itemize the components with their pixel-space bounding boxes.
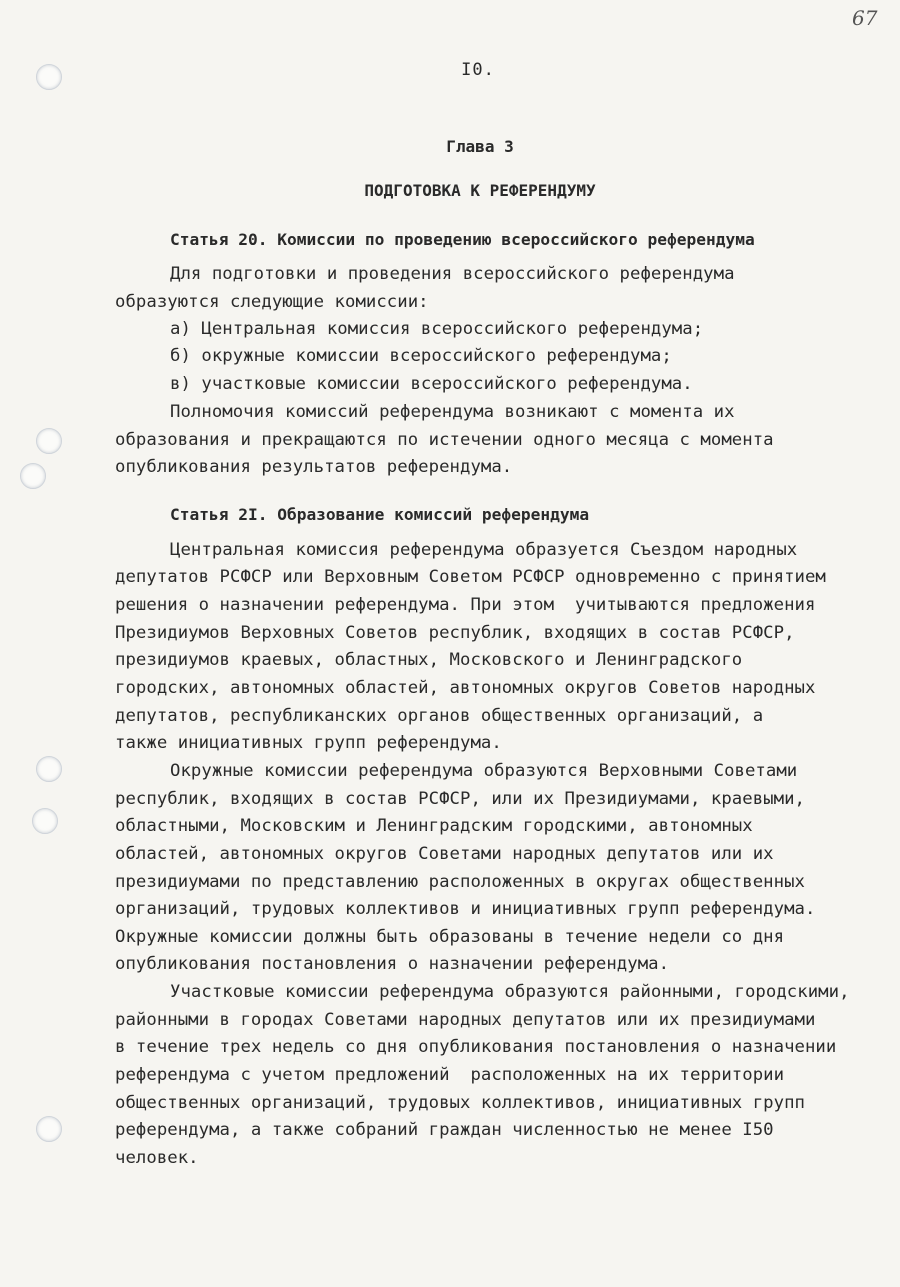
chapter-label: Глава 3 bbox=[446, 137, 514, 156]
chapter-title: ПОДГОТОВКА К РЕФЕРЕНДУМУ bbox=[364, 181, 596, 200]
article-21-line: Окружные комиссии референдума образуются Верховными Советами bbox=[170, 761, 798, 781]
punch-hole bbox=[36, 1116, 62, 1142]
article-20-line: а) Центральная комиссия всероссийского референдума; bbox=[170, 319, 704, 339]
article-21-heading: Статья 2I. Образование комиссий референдума bbox=[170, 505, 590, 524]
article-21-line: областей, автономных округов Советами народных депутатов или их bbox=[115, 844, 774, 864]
article-21-line: Участковые комиссии референдума образуются районными, городскими, bbox=[170, 982, 850, 1002]
punch-hole bbox=[36, 428, 62, 454]
article-20-line: образования и прекращаются по истечении одного месяца с момента bbox=[115, 430, 774, 450]
article-21-line: президиумов краевых, областных, Московского и Ленинградского bbox=[115, 650, 743, 670]
article-21-line: депутатов, республиканских органов общественных организаций, а bbox=[115, 706, 764, 726]
page-number: I0. bbox=[461, 60, 495, 80]
article-21-line: организаций, трудовых коллективов и инициативных групп референдума. bbox=[115, 899, 816, 919]
article-21-line: опубликования постановления о назначении референдума. bbox=[115, 954, 670, 974]
article-21-line: городских, автономных областей, автономных округов Советов народных bbox=[115, 678, 816, 698]
article-21-line: также инициативных групп референдума. bbox=[115, 733, 502, 753]
article-21-line: республик, входящих в состав РСФСР, или их Президиумами, краевыми, bbox=[115, 789, 805, 809]
article-20-line: Для подготовки и проведения всероссийского референдума bbox=[170, 264, 735, 284]
article-20-line: Полномочия комиссий референдума возникают с момента их bbox=[170, 402, 735, 422]
article-21-line: референдума с учетом предложений расположенных на их территории bbox=[115, 1065, 785, 1085]
article-21-line: общественных организаций, трудовых коллективов, инициативных групп bbox=[115, 1093, 805, 1113]
article-20-line: в) участковые комиссии всероссийского референдума. bbox=[170, 374, 693, 394]
article-21-line: депутатов РСФСР или Верховным Советом РСФСР одновременно с принятием bbox=[115, 567, 826, 587]
punch-hole bbox=[36, 756, 62, 782]
article-21-line: областными, Московским и Ленинградским городскими, автономных bbox=[115, 816, 753, 836]
punch-hole bbox=[32, 808, 58, 834]
article-21-line: Окружные комиссии должны быть образованы в течение недели со дня bbox=[115, 927, 785, 947]
article-21-line: районными в городах Советами народных депутатов или их президиумами bbox=[115, 1010, 816, 1030]
article-21-line: решения о назначении референдума. При этом учитываются предложения bbox=[115, 595, 816, 615]
article-20-line: образуются следующие комиссии: bbox=[115, 292, 429, 312]
article-20-heading: Статья 20. Комиссии по проведению всероссийского референдума bbox=[170, 230, 755, 249]
punch-hole bbox=[20, 463, 46, 489]
article-20-line: б) окружные комиссии всероссийского референдума; bbox=[170, 346, 672, 366]
article-21-line: Центральная комиссия референдума образуется Съездом народных bbox=[170, 540, 798, 560]
article-21-line: президиумами по представлению расположенных в округах общественных bbox=[115, 872, 805, 892]
article-21-line: Президиумов Верховных Советов республик, входящих в состав РСФСР, bbox=[115, 623, 795, 643]
article-21-line: в течение трех недель со дня опубликования постановления о назначении bbox=[115, 1037, 837, 1057]
archive-page-number: 67 bbox=[852, 6, 878, 30]
article-20-line: опубликования результатов референдума. bbox=[115, 457, 513, 477]
article-21-line: референдума, а также собраний граждан численностью не менее I50 bbox=[115, 1120, 774, 1140]
article-21-line: человек. bbox=[115, 1148, 199, 1168]
